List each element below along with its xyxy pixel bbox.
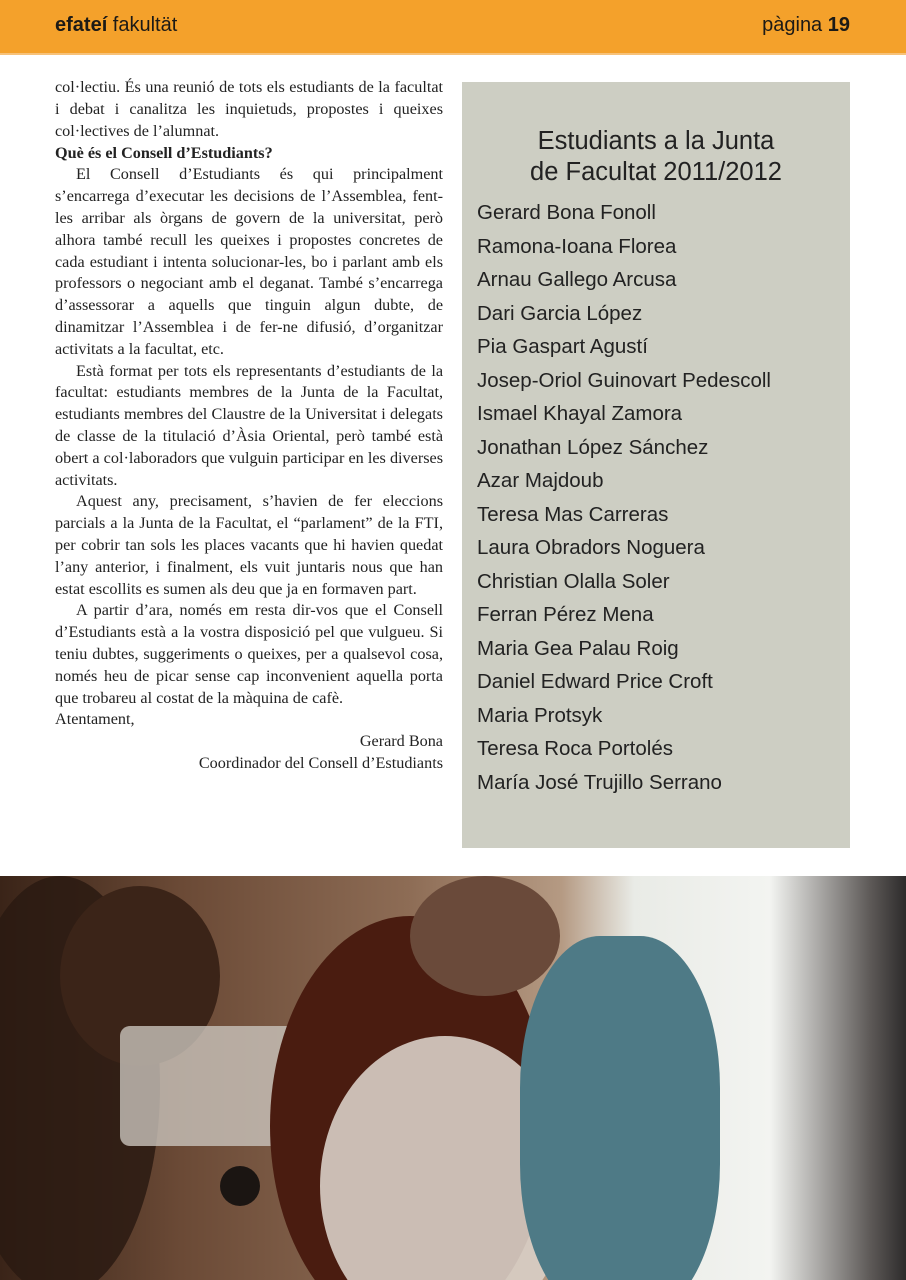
- magazine-brand: [55, 14, 177, 37]
- student-name: Christian Olalla Soler: [477, 569, 670, 593]
- student-name: María José Trujillo Serrano: [477, 770, 722, 794]
- intro-paragraph: col·lectiu. És una reunió de tots els estudiants de la facultat i debat i canalitza les inquietuds, propostes i queixes col·lectives de l’alumnat.: [55, 78, 443, 140]
- student-name: Arnau Gallego Arcusa: [477, 268, 677, 291]
- student-name: Jonathan López Sánchez: [477, 435, 709, 459]
- student-name: Pia Gaspart Agustí: [477, 335, 648, 358]
- student-name: Teresa Mas Carreras: [477, 502, 669, 526]
- article-column: [55, 77, 443, 775]
- paragraph: A partir d’ara, només em resta dir-vos que el Consell d’Estudiants està a la vostra disposició pel que vulgueu. Si teniu dubtes, suggeriments o queixes, per a qualsevol cosa, només heu de picar sense cap inconvenient aquella porta que trobareu al costat de la màquina de cafè.: [55, 601, 443, 707]
- students-sidebar: [462, 82, 850, 848]
- page-label: pàgina: [762, 14, 828, 36]
- page-header: [0, 0, 906, 55]
- page-number-value: 19: [827, 14, 850, 36]
- student-name: Ferran Pérez Mena: [477, 603, 654, 626]
- student-name: Ramona-Ioana Florea: [477, 234, 677, 258]
- paragraph: El Consell d’Estudiants és qui principalment s’encarrega d’executar les decisions de l’Assemblea, fent-les arribar als òrgans de govern de la universitat, però alhora també recull les queixes i propostes concretes de cada estudiant i intenta solucionar-les, bo i parlant amb els professors o negociant amb el deganat. També s’encarrega d’assessorar a aquells que tinguin algun dubte, de dinamitzar l’Assemblea i de fer-ne difusió, d’organitzar activitats a la facultat, etc.: [55, 165, 443, 358]
- brand-bold: efateí: [55, 14, 108, 36]
- paragraph: Està format per tots els representants d’estudiants de la facultat: estudiants membres de la Junta de la Facultat, estudiants membres del Claustre de la Universitat i delegats de classe de la titulació d’Àsia Oriental, però també està obert a col·laboradors que vulguin participar en les diverses activitats.: [55, 361, 443, 489]
- closing: Atentament,: [55, 710, 135, 729]
- section-heading: Què és el Consell d’Estudiants?: [55, 144, 273, 163]
- students-meeting-photo: [0, 876, 906, 1280]
- student-name: Maria Gea Palau Roig: [477, 636, 679, 660]
- paragraph: Aquest any, precisament, s’havien de fer eleccions parcials a la Junta de la Facultat, el “parlament” de la FTI, per cobrir tan sols les places vacants que hi havien quedat l’any anterior, i finalment, els vuit juntaris nous que han estat escollits es sumen als deu que ja en formaven part.: [55, 492, 443, 598]
- signature-name: Gerard Bona: [359, 732, 443, 751]
- student-name: Dari Garcia López: [477, 301, 643, 325]
- student-name: Laura Obradors Noguera: [477, 536, 705, 559]
- student-name: Josep-Oriol Guinovart Pedescoll: [477, 368, 771, 392]
- student-name: Gerard Bona Fonoll: [477, 201, 656, 224]
- student-name: Teresa Roca Portolés: [477, 737, 673, 760]
- student-name: Maria Protsyk: [477, 703, 603, 727]
- student-names-list: [477, 196, 850, 799]
- student-name: Azar Majdoub: [477, 469, 604, 492]
- title-line-1: Estudiants a la Junta: [537, 127, 775, 155]
- title-line-2: de Facultat 2011/2012: [530, 158, 782, 186]
- brand-rest: fakultät: [107, 14, 178, 36]
- student-name: Ismael Khayal Zamora: [477, 402, 683, 425]
- student-name: Daniel Edward Price Croft: [477, 670, 713, 693]
- page-number: [762, 14, 850, 37]
- sidebar-title: [462, 126, 850, 188]
- signature-role: Coordinador del Consell d’Estudiants: [198, 753, 443, 772]
